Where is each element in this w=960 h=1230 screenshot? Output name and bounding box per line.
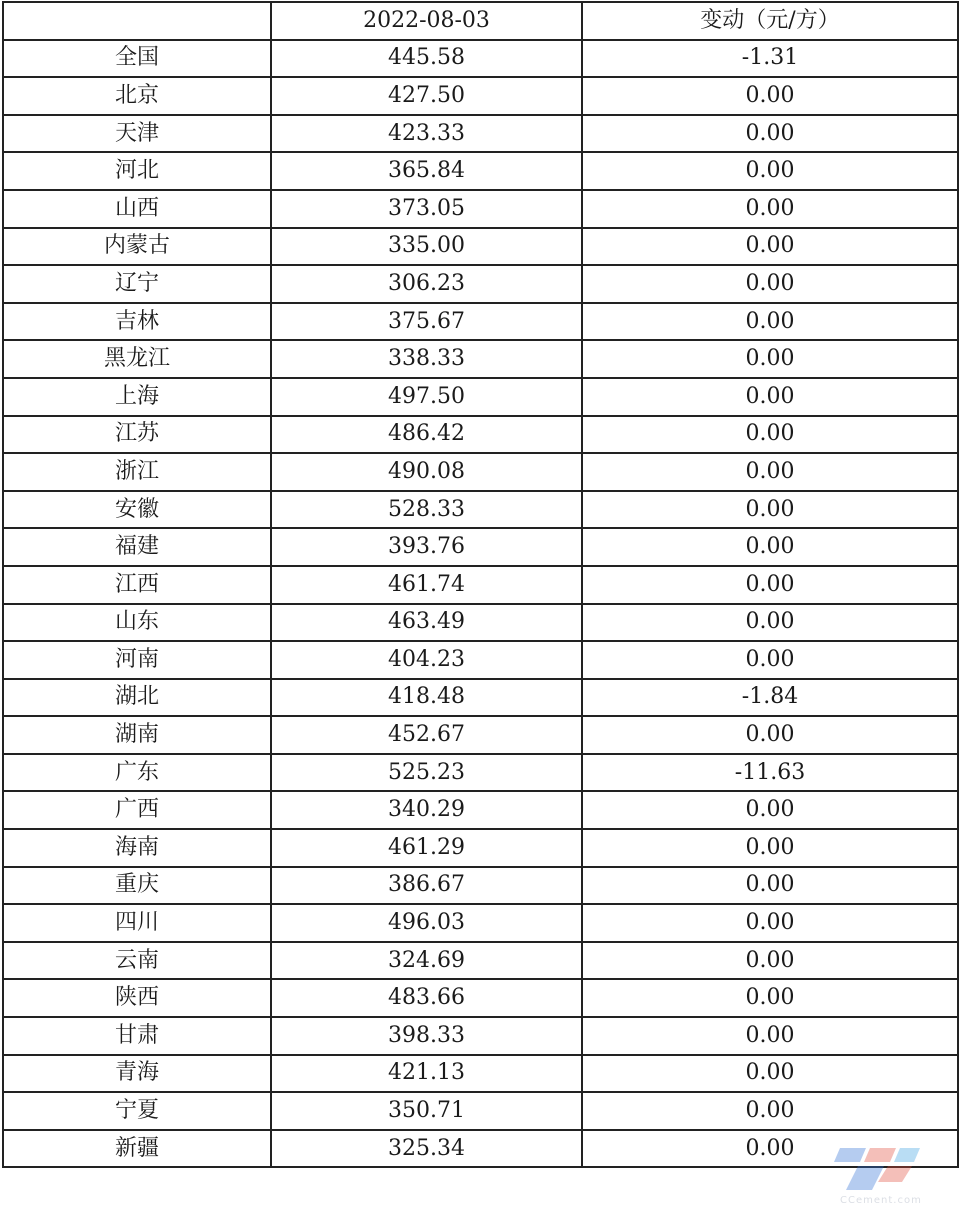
price-cell: 427.50 bbox=[271, 77, 582, 115]
price-cell: 463.49 bbox=[271, 604, 582, 642]
header-date-cell: 2022-08-03 bbox=[271, 2, 582, 40]
region-cell: 海南 bbox=[3, 829, 271, 867]
region-cell: 四川 bbox=[3, 904, 271, 942]
price-cell: 486.42 bbox=[271, 416, 582, 454]
region-cell: 上海 bbox=[3, 378, 271, 416]
region-cell: 内蒙古 bbox=[3, 228, 271, 266]
table-row bbox=[3, 115, 958, 153]
change-cell: 0.00 bbox=[582, 1017, 958, 1055]
change-cell: 0.00 bbox=[582, 303, 958, 341]
table-row bbox=[3, 265, 958, 303]
table-row bbox=[3, 416, 958, 454]
price-cell: 461.74 bbox=[271, 566, 582, 604]
table-row bbox=[3, 228, 958, 266]
price-cell: 386.67 bbox=[271, 867, 582, 905]
change-cell: 0.00 bbox=[582, 416, 958, 454]
price-cell: 528.33 bbox=[271, 491, 582, 529]
change-cell: -11.63 bbox=[582, 754, 958, 792]
price-cell: 404.23 bbox=[271, 641, 582, 679]
price-cell: 461.29 bbox=[271, 829, 582, 867]
change-cell: 0.00 bbox=[582, 867, 958, 905]
region-cell: 甘肃 bbox=[3, 1017, 271, 1055]
price-cell: 497.50 bbox=[271, 378, 582, 416]
region-cell: 江西 bbox=[3, 566, 271, 604]
change-cell: 0.00 bbox=[582, 1130, 958, 1168]
change-cell: -1.31 bbox=[582, 40, 958, 78]
price-cell: 335.00 bbox=[271, 228, 582, 266]
change-cell: 0.00 bbox=[582, 1055, 958, 1093]
table-row bbox=[3, 716, 958, 754]
change-cell: 0.00 bbox=[582, 152, 958, 190]
price-cell: 325.34 bbox=[271, 1130, 582, 1168]
watermark-text: CCement.com bbox=[840, 1195, 922, 1206]
change-cell: 0.00 bbox=[582, 453, 958, 491]
region-cell: 江苏 bbox=[3, 416, 271, 454]
change-cell: 0.00 bbox=[582, 378, 958, 416]
change-cell: 0.00 bbox=[582, 641, 958, 679]
table-row bbox=[3, 679, 958, 717]
table-row bbox=[3, 979, 958, 1017]
table-row bbox=[3, 491, 958, 529]
region-cell: 天津 bbox=[3, 115, 271, 153]
price-cell: 375.67 bbox=[271, 303, 582, 341]
table-row bbox=[3, 40, 958, 78]
change-cell: 0.00 bbox=[582, 115, 958, 153]
change-cell: 0.00 bbox=[582, 604, 958, 642]
price-table bbox=[2, 1, 959, 1168]
table-row bbox=[3, 641, 958, 679]
region-cell: 黑龙江 bbox=[3, 340, 271, 378]
table-row bbox=[3, 340, 958, 378]
price-cell: 306.23 bbox=[271, 265, 582, 303]
change-cell: 0.00 bbox=[582, 979, 958, 1017]
table-row bbox=[3, 904, 958, 942]
price-cell: 393.76 bbox=[271, 528, 582, 566]
region-cell: 宁夏 bbox=[3, 1092, 271, 1130]
table-header-row bbox=[3, 2, 958, 40]
price-cell: 338.33 bbox=[271, 340, 582, 378]
region-cell: 辽宁 bbox=[3, 265, 271, 303]
table-row bbox=[3, 604, 958, 642]
change-cell: 0.00 bbox=[582, 904, 958, 942]
table-row bbox=[3, 1055, 958, 1093]
region-cell: 广西 bbox=[3, 791, 271, 829]
table-row bbox=[3, 378, 958, 416]
region-cell: 全国 bbox=[3, 40, 271, 78]
region-cell: 新疆 bbox=[3, 1130, 271, 1168]
price-cell: 421.13 bbox=[271, 1055, 582, 1093]
price-cell: 423.33 bbox=[271, 115, 582, 153]
header-region-cell bbox=[3, 2, 271, 40]
table-row bbox=[3, 566, 958, 604]
change-cell: 0.00 bbox=[582, 942, 958, 980]
table-row bbox=[3, 754, 958, 792]
table-row bbox=[3, 942, 958, 980]
region-cell: 青海 bbox=[3, 1055, 271, 1093]
region-cell: 浙江 bbox=[3, 453, 271, 491]
region-cell: 湖南 bbox=[3, 716, 271, 754]
change-cell: 0.00 bbox=[582, 77, 958, 115]
price-cell: 490.08 bbox=[271, 453, 582, 491]
table-row bbox=[3, 1130, 958, 1168]
region-cell: 山西 bbox=[3, 190, 271, 228]
change-cell: 0.00 bbox=[582, 265, 958, 303]
price-cell: 496.03 bbox=[271, 904, 582, 942]
table-row bbox=[3, 867, 958, 905]
change-cell: 0.00 bbox=[582, 566, 958, 604]
table-row bbox=[3, 453, 958, 491]
price-cell: 398.33 bbox=[271, 1017, 582, 1055]
table-row bbox=[3, 303, 958, 341]
price-cell: 525.23 bbox=[271, 754, 582, 792]
price-cell: 373.05 bbox=[271, 190, 582, 228]
price-cell: 365.84 bbox=[271, 152, 582, 190]
price-cell: 452.67 bbox=[271, 716, 582, 754]
price-cell: 445.58 bbox=[271, 40, 582, 78]
region-cell: 河北 bbox=[3, 152, 271, 190]
table-row bbox=[3, 1017, 958, 1055]
change-cell: 0.00 bbox=[582, 528, 958, 566]
region-cell: 重庆 bbox=[3, 867, 271, 905]
change-cell: 0.00 bbox=[582, 340, 958, 378]
change-cell: 0.00 bbox=[582, 829, 958, 867]
region-cell: 湖北 bbox=[3, 679, 271, 717]
table-row bbox=[3, 190, 958, 228]
region-cell: 广东 bbox=[3, 754, 271, 792]
change-cell: 0.00 bbox=[582, 491, 958, 529]
table-row bbox=[3, 77, 958, 115]
price-cell: 418.48 bbox=[271, 679, 582, 717]
region-cell: 福建 bbox=[3, 528, 271, 566]
price-cell: 340.29 bbox=[271, 791, 582, 829]
header-change-cell: 变动（元/方） bbox=[582, 2, 958, 40]
region-cell: 陕西 bbox=[3, 979, 271, 1017]
table-row bbox=[3, 528, 958, 566]
price-cell: 324.69 bbox=[271, 942, 582, 980]
change-cell: 0.00 bbox=[582, 1092, 958, 1130]
change-cell: 0.00 bbox=[582, 228, 958, 266]
region-cell: 云南 bbox=[3, 942, 271, 980]
price-cell: 483.66 bbox=[271, 979, 582, 1017]
region-cell: 安徽 bbox=[3, 491, 271, 529]
region-cell: 山东 bbox=[3, 604, 271, 642]
change-cell: 0.00 bbox=[582, 190, 958, 228]
change-cell: 0.00 bbox=[582, 791, 958, 829]
table-row bbox=[3, 152, 958, 190]
price-cell: 350.71 bbox=[271, 1092, 582, 1130]
change-cell: -1.84 bbox=[582, 679, 958, 717]
table-row bbox=[3, 829, 958, 867]
table-row bbox=[3, 1092, 958, 1130]
region-cell: 北京 bbox=[3, 77, 271, 115]
region-cell: 河南 bbox=[3, 641, 271, 679]
table-row bbox=[3, 791, 958, 829]
region-cell: 吉林 bbox=[3, 303, 271, 341]
change-cell: 0.00 bbox=[582, 716, 958, 754]
